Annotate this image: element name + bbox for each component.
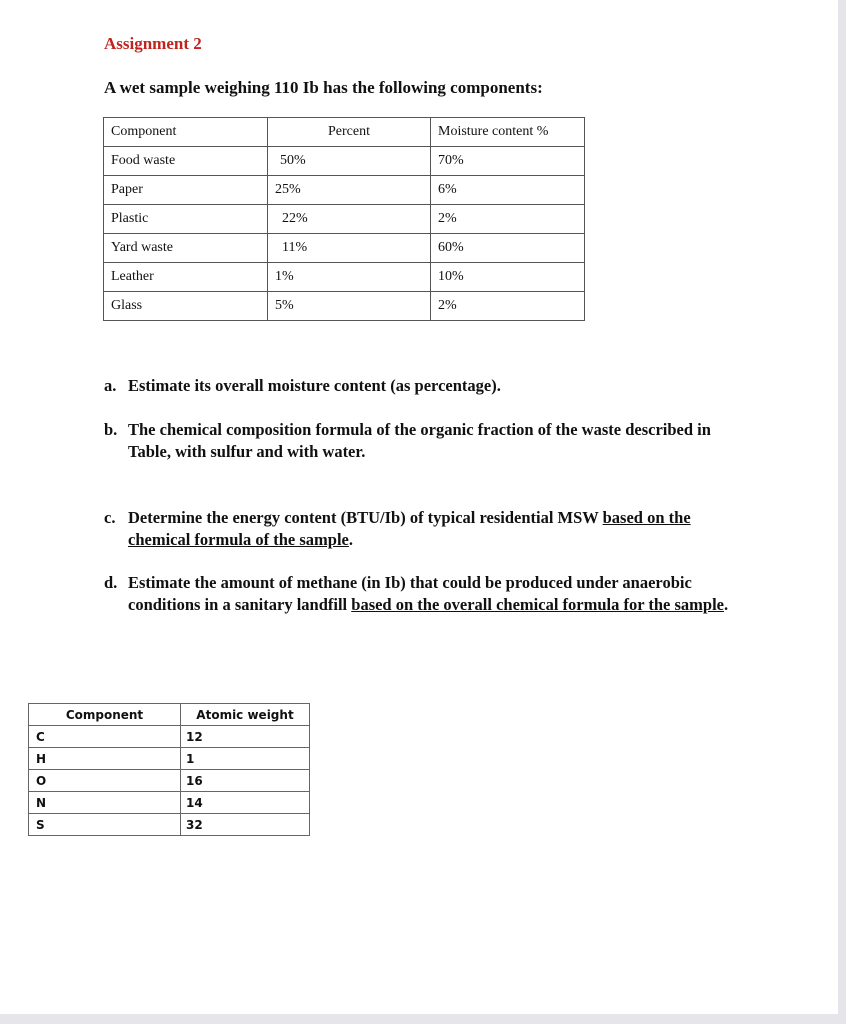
header-cell: Component (29, 704, 181, 726)
component-cell: Paper (104, 176, 268, 205)
table-row (104, 263, 585, 292)
percent-cell: 5% (268, 292, 431, 321)
question-a (104, 375, 744, 397)
moisture-cell: 10% (431, 263, 585, 292)
question-label: a. (104, 376, 117, 395)
percent-cell: 22% (268, 205, 431, 234)
header-cell: Percent (268, 118, 431, 147)
table-row (104, 234, 585, 263)
intro-text: A wet sample weighing 110 Ib has the following components: (104, 78, 543, 97)
question-text-underlined: based on the chemical formula of the sample (128, 508, 691, 549)
element-cell: C (29, 726, 181, 748)
question-text (128, 507, 744, 551)
question-text-underlined: based on the overall chemical formula for the sample (351, 595, 724, 614)
question-d (104, 572, 744, 616)
component-cell: Yard waste (104, 234, 268, 263)
percent-cell: 1% (268, 263, 431, 292)
table-header-row (104, 118, 585, 147)
table-row (29, 770, 310, 792)
weight-cell: 12 (181, 726, 310, 748)
header-cell: Component (104, 118, 268, 147)
element-cell: O (29, 770, 181, 792)
component-cell: Leather (104, 263, 268, 292)
weight-cell: 1 (181, 748, 310, 770)
question-text (128, 572, 744, 616)
atomic-weight-table (28, 703, 310, 836)
moisture-cell: 2% (431, 205, 585, 234)
question-text: The chemical composition formula of the organic fraction of the waste described in Table, with sulfur and with water. (128, 420, 711, 461)
table-row (104, 205, 585, 234)
component-cell: Food waste (104, 147, 268, 176)
question-label: d. (104, 573, 118, 592)
moisture-cell: 6% (431, 176, 585, 205)
percent-cell: 11% (268, 234, 431, 263)
table-row (29, 748, 310, 770)
question-text-end: . (724, 595, 729, 614)
table-row (29, 792, 310, 814)
weight-cell: 32 (181, 814, 310, 836)
percent-cell: 25% (268, 176, 431, 205)
element-cell: H (29, 748, 181, 770)
question-label: c. (104, 508, 116, 527)
moisture-cell: 60% (431, 234, 585, 263)
element-cell: N (29, 792, 181, 814)
question-text: Estimate its overall moisture content (as percentage). (128, 376, 501, 395)
question-label: b. (104, 420, 118, 439)
assignment-title: Assignment 2 (104, 34, 202, 53)
component-cell: Glass (104, 292, 268, 321)
table-header-row (29, 704, 310, 726)
table-row (104, 147, 585, 176)
question-text-plain: Estimate the amount of methane (in Ib) that could be produced under anaerobic conditions in a sanitary landfill (128, 573, 692, 614)
table-row (104, 176, 585, 205)
question-b (104, 419, 744, 463)
question-text-plain: Determine the energy content (BTU/Ib) of typical residential MSW (128, 508, 603, 527)
question-c (104, 507, 744, 551)
header-cell: Atomic weight (181, 704, 310, 726)
table-row (29, 726, 310, 748)
header-cell: Moisture content % (431, 118, 585, 147)
component-cell: Plastic (104, 205, 268, 234)
moisture-cell: 70% (431, 147, 585, 176)
components-table (103, 117, 585, 321)
percent-cell: 50% (268, 147, 431, 176)
weight-cell: 14 (181, 792, 310, 814)
moisture-cell: 2% (431, 292, 585, 321)
question-text-end: . (348, 530, 353, 549)
weight-cell: 16 (181, 770, 310, 792)
element-cell: S (29, 814, 181, 836)
table-row (29, 814, 310, 836)
table-row (104, 292, 585, 321)
